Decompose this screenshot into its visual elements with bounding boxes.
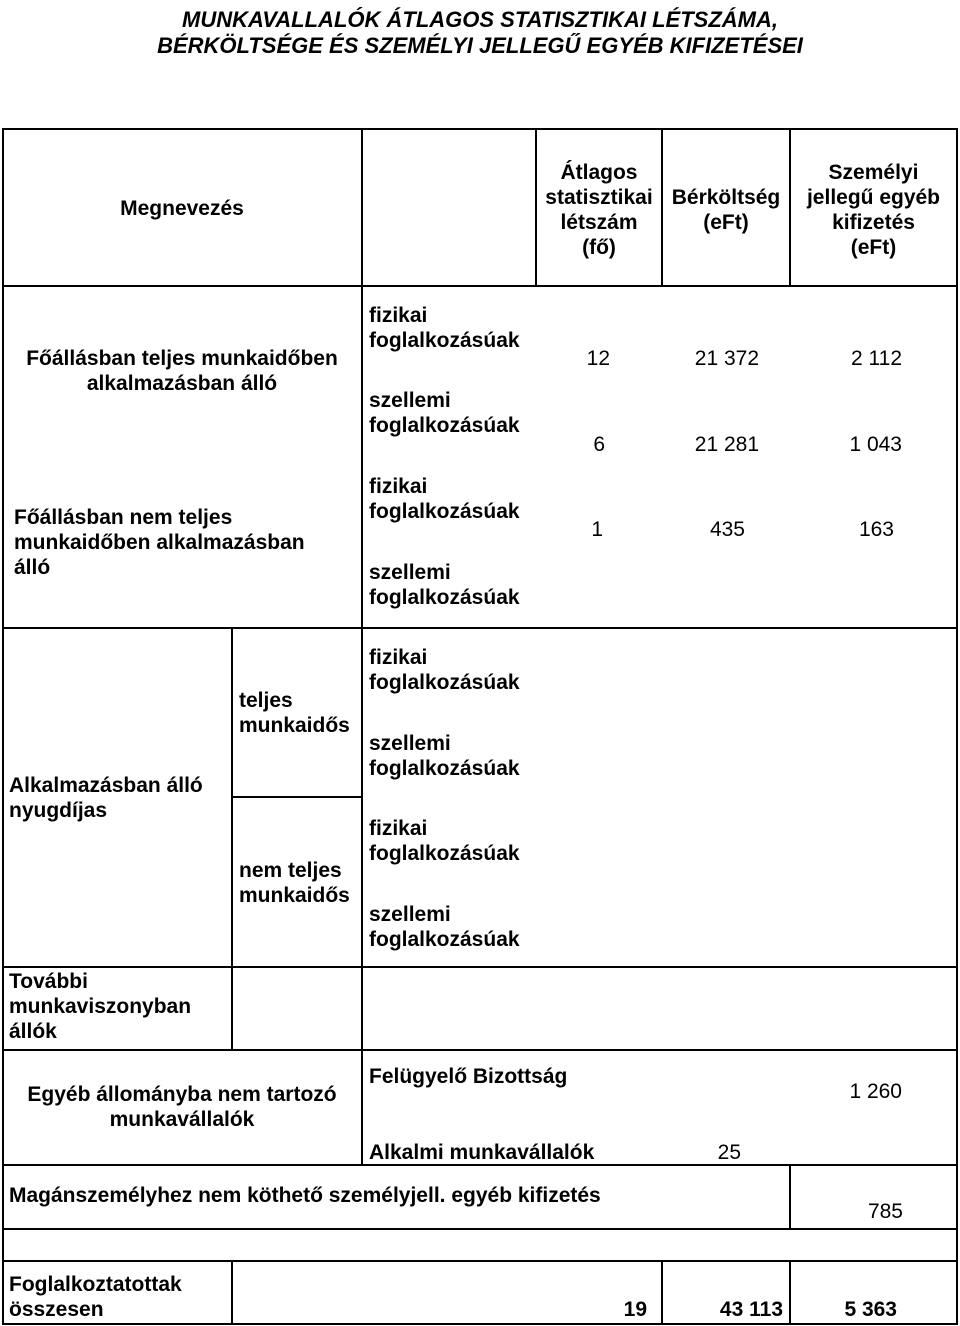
job-type-physical: fizikai	[369, 646, 428, 669]
row-label-full-main: Főállásban teljes munkaidőben	[26, 347, 338, 370]
supervisory-board-label: Felügyelő Bizottság	[369, 1065, 568, 1088]
header-headcount-line: létszám	[560, 211, 638, 234]
value-headcount: 1	[591, 518, 603, 541]
header-name: Megnevezés	[120, 197, 244, 220]
column-divider	[231, 627, 233, 1049]
job-type-mental: szellemi	[369, 389, 451, 412]
page-title-line-1: MUNKAVALLALÓK ÁTLAGOS STATISZTIKAI LÉTSZÁMA,	[182, 7, 778, 32]
value-headcount: 6	[593, 433, 605, 456]
value-wages: 21 281	[694, 433, 759, 456]
row-label-private: Magánszemélyhez nem köthető személyjell. egyéb kifizetés	[9, 1184, 601, 1207]
total-wages: 43 113	[719, 1298, 783, 1321]
header-wages-line: (eFt)	[703, 211, 749, 234]
pensioner-full-time: munkaidős	[239, 714, 350, 737]
header-headcount-line: Átlagos	[560, 161, 638, 184]
value-other: 2 112	[851, 347, 902, 370]
job-type-mental: foglalkozásúak	[369, 757, 520, 780]
column-divider	[231, 1260, 233, 1325]
job-type-mental: szellemi	[369, 903, 451, 926]
value-other: 1 043	[849, 433, 902, 456]
row-label-other-staff: munkavállalók	[109, 1108, 255, 1131]
header-headcount-line: statisztikai	[545, 186, 653, 209]
pensioner-part-time: nem teljes	[239, 859, 342, 882]
job-type-physical: foglalkozásúak	[369, 842, 520, 865]
row-label-other-staff: Egyéb állományba nem tartozó	[27, 1083, 337, 1106]
job-type-physical: fizikai	[369, 304, 428, 327]
value-headcount: 12	[586, 347, 610, 370]
total-other: 5 363	[844, 1298, 897, 1321]
pensioner-full-time: teljes	[239, 689, 293, 712]
row-divider	[2, 285, 958, 287]
job-type-mental: foglalkozásúak	[369, 414, 520, 437]
row-label-pensioner: Alkalmazásban álló	[9, 774, 203, 797]
row-label-full-main: alkalmazásban álló	[86, 372, 278, 395]
value-other: 163	[858, 518, 894, 541]
row-label-pensioner: nyugdíjas	[9, 799, 108, 822]
table-border-bottom	[2, 1323, 958, 1325]
row-divider	[2, 627, 958, 629]
job-type-mental: foglalkozásúak	[369, 928, 520, 951]
column-divider	[361, 128, 363, 1164]
header-other-line: (eFt)	[850, 236, 897, 259]
pensioner-part-time: munkaidős	[239, 884, 350, 907]
job-type-physical: foglalkozásúak	[369, 500, 520, 523]
row-divider	[2, 966, 958, 968]
pensioner-sub-divider	[232, 796, 362, 798]
table-border-top	[2, 128, 958, 130]
row-label-part-main: álló	[14, 556, 51, 579]
header-other-line: Személyi	[828, 161, 919, 184]
row-label-further: További	[9, 970, 88, 993]
supervisory-board-other: 1 260	[849, 1080, 902, 1103]
header-wages-line: Bérköltség	[671, 186, 781, 209]
header-other-line: kifizetés	[832, 211, 915, 234]
row-label-part-main: Főállásban nem teljes	[14, 506, 233, 529]
row-label-total: összesen	[9, 1298, 104, 1321]
value-wages: 435	[709, 518, 745, 541]
job-type-physical: fizikai	[369, 475, 428, 498]
table-border-left	[2, 128, 4, 1325]
casual-workers-wages: 25	[717, 1141, 741, 1164]
total-headcount: 19	[623, 1298, 647, 1321]
job-type-mental: szellemi	[369, 732, 451, 755]
table-border-right	[956, 128, 958, 1325]
row-divider	[2, 1228, 958, 1230]
header-other-line: jellegű egyéb	[806, 186, 941, 209]
row-divider	[2, 1049, 958, 1051]
job-type-mental: szellemi	[369, 561, 451, 584]
job-type-physical: fizikai	[369, 817, 428, 840]
header-headcount-line: (fő)	[582, 236, 616, 259]
row-label-further: állók	[9, 1020, 57, 1043]
page-title-line-2: BÉRKÖLTSÉGE ÉS SZEMÉLYI JELLEGŰ EGYÉB KIFIZETÉSEI	[157, 33, 803, 58]
row-label-total: Foglalkoztatottak	[9, 1273, 182, 1296]
job-type-physical: foglalkozásúak	[369, 671, 520, 694]
row-divider	[2, 1260, 958, 1262]
private-other: 785	[867, 1200, 903, 1223]
casual-workers-label: Alkalmi munkavállalók	[369, 1141, 595, 1164]
row-label-part-main: munkaidőben alkalmazásban	[14, 531, 305, 554]
job-type-physical: foglalkozásúak	[369, 329, 520, 352]
job-type-mental: foglalkozásúak	[369, 586, 520, 609]
row-label-further: munkaviszonyban	[9, 995, 192, 1018]
value-wages: 21 372	[694, 347, 759, 370]
